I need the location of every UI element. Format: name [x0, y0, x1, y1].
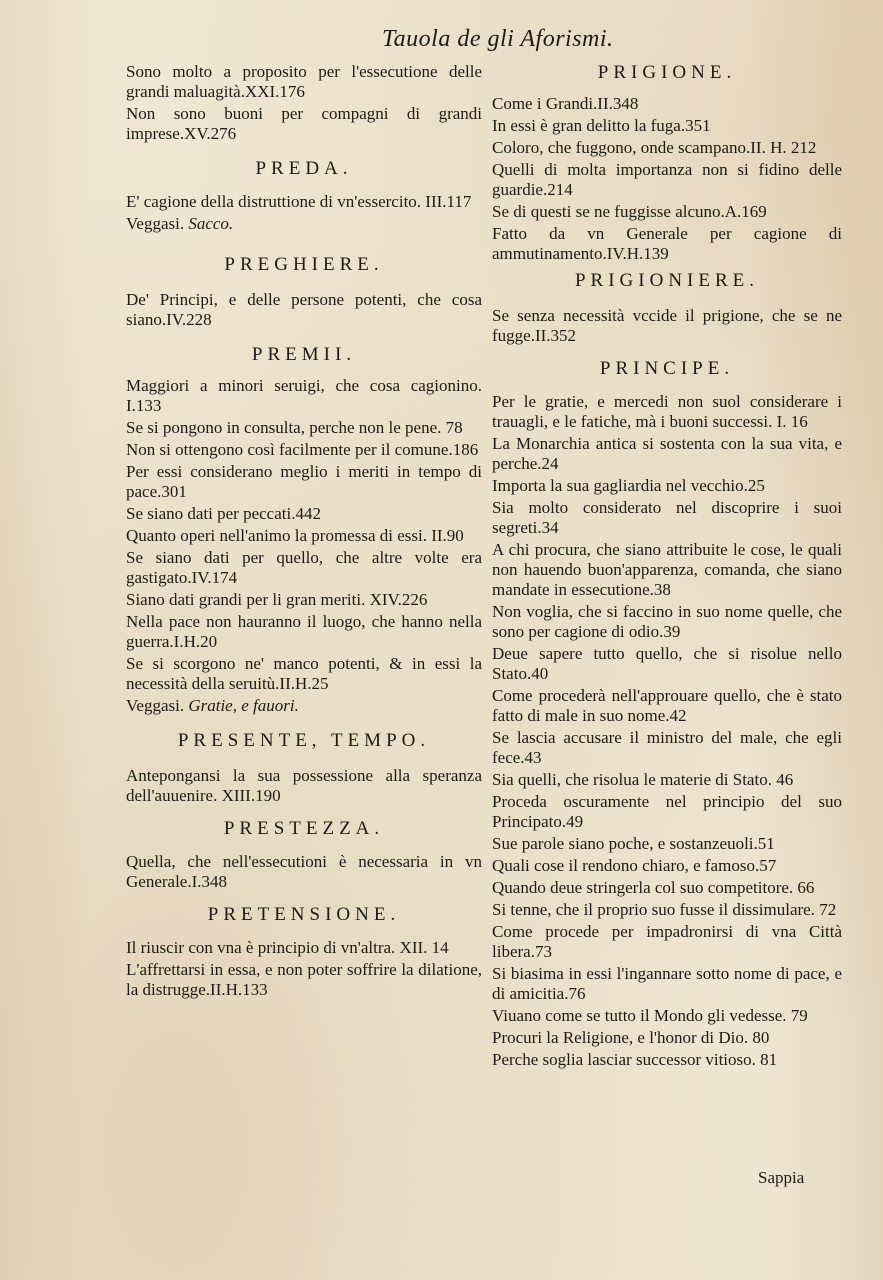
- section-heading: PRETENSIONE.: [207, 904, 401, 925]
- index-section-continued: [126, 62, 482, 144]
- see-also-ref: Sacco.: [188, 214, 234, 233]
- index-entry: Quelli di molta importanza non si fidino delle guardie.214: [492, 160, 842, 199]
- index-section-pretensione: [126, 904, 482, 1000]
- index-entry: Quali cose il rendono chiaro, e famoso.57: [492, 856, 777, 875]
- see-also-label: Veggasi.: [126, 214, 185, 233]
- index-entry: Si biasima in essi l'ingannare sotto nome di pace, e di amicitia.76: [492, 964, 842, 1003]
- index-section-preghiere: [126, 254, 482, 330]
- index-entry: Procuri la Religione, e l'honor di Dio. 80: [492, 1028, 770, 1047]
- index-entry: Quando deue stringerla col suo competitore. 66: [492, 878, 815, 897]
- section-heading: PREGHIERE.: [224, 254, 384, 275]
- index-entry: Se siano dati per peccati.442: [126, 504, 321, 523]
- index-entry: Importa la sua gagliardia nel vecchio.25: [492, 476, 765, 495]
- index-entry: Come procede per impadronirsi di vna Città libera.73: [492, 922, 842, 961]
- index-entry: Non si ottengono così facilmente per il comune.186: [126, 440, 479, 459]
- index-entry: Sue parole siano poche, e sostanzeuoli.51: [492, 834, 775, 853]
- index-entry: Non voglia, che si faccino in suo nome quelle, che sono per cagione di odio.39: [492, 602, 842, 641]
- index-entry: L'affrettarsi in essa, e non poter soffrire la dilatione, la distrugge.II.H.133: [126, 960, 482, 999]
- section-heading: PRESTEZZA.: [223, 818, 385, 839]
- see-also: [126, 214, 482, 234]
- index-entry: Il riuscir con vna è principio di vn'altra. XII. 14: [126, 938, 449, 957]
- index-entry: Se si scorgono ne' manco potenti, & in essi la necessità della seruitù.II.H.25: [126, 654, 482, 693]
- index-entry: La Monarchia antica si sostenta con la sua vita, e perche.24: [492, 434, 842, 473]
- section-heading: PRESENTE, TEMPO.: [177, 730, 431, 751]
- index-entry: Nella pace non hauranno il luogo, che hanno nella guerra.I.H.20: [126, 612, 482, 651]
- index-entry: Si tenne, che il proprio suo fusse il dissimulare. 72: [492, 900, 837, 919]
- index-section-premii: [126, 344, 482, 716]
- index-entry: Antepongansi la sua possessione alla speranza dell'auuenire. XIII.190: [126, 766, 482, 805]
- index-entry: In essi è gran delitto la fuga.351: [492, 116, 711, 135]
- index-entry: Come procederà nell'approuare quello, che è stato fatto di male in suo nome.42: [492, 686, 842, 725]
- index-entry: Perche soglia lasciar successor vitioso. 81: [492, 1050, 778, 1069]
- right-column: [492, 62, 842, 1072]
- section-heading: PRIGIONE.: [597, 62, 737, 83]
- section-heading: PRIGIONIERE.: [574, 270, 760, 291]
- index-entry: Se lascia accusare il ministro del male, che egli fece.43: [492, 728, 842, 767]
- index-entry: Siano dati grandi per li gran meriti. XIV.226: [126, 590, 428, 609]
- see-also: [126, 696, 482, 716]
- index-entry: E' cagione della distruttione di vn'essercito. III.117: [126, 192, 472, 211]
- left-column: [126, 62, 482, 1002]
- index-entry: Se senza necessità vccide il prigione, che se ne fugge.II.352: [492, 306, 842, 345]
- index-section-presente-tempo: [126, 730, 482, 806]
- index-section-preda: [126, 158, 482, 234]
- index-entry: A chi procura, che siano attribuite le cose, le quali non hauendo buon'apparenza, comanda, che siano mandate in essecutione.38: [492, 540, 842, 599]
- index-entry: Viuano come se tutto il Mondo gli vedesse. 79: [492, 1006, 808, 1025]
- index-entry: Se siano dati per quello, che altre volte era gastigato.IV.174: [126, 548, 482, 587]
- section-heading: PRINCIPE.: [599, 358, 735, 379]
- index-entry: Non sono buoni per compagni di grandi imprese.XV.276: [126, 104, 482, 143]
- index-section-prestezza: [126, 818, 482, 892]
- index-entry: Fatto da vn Generale per cagione di ammutinamento.IV.H.139: [492, 224, 842, 263]
- index-entry: Proceda oscuramente nel principio del suo Principato.49: [492, 792, 842, 831]
- index-entry: Deue sapere tutto quello, che si risolue nello Stato.40: [492, 644, 842, 683]
- index-entry: Sia molto considerato nel discoprire i suoi segreti.34: [492, 498, 842, 537]
- index-entry: Per essi considerano meglio i meriti in tempo di pace.301: [126, 462, 482, 501]
- index-entry: Quella, che nell'essecutioni è necessaria in vn Generale.I.348: [126, 852, 482, 891]
- index-entry: Per le gratie, e mercedi non suol considerare i trauagli, e le fatiche, mà i buoni successi. I. 16: [492, 392, 842, 431]
- section-heading: PREDA.: [255, 158, 353, 179]
- catchword: Sappia: [758, 1168, 805, 1187]
- index-entry: Coloro, che fuggono, onde scampano.II. H. 212: [492, 138, 817, 157]
- running-head: Tauola de gli Aforismi.: [382, 26, 614, 52]
- section-heading: PREMII.: [251, 344, 357, 365]
- index-section-prigioniere: [492, 270, 842, 346]
- index-entry: Sono molto a proposito per l'essecutione delle grandi maluagità.XXI.176: [126, 62, 482, 101]
- index-entry: Come i Grandi.II.348: [492, 94, 639, 113]
- index-entry: Se di questi se ne fuggisse alcuno.A.169: [492, 202, 767, 221]
- see-also-label: Veggasi.: [126, 696, 185, 715]
- index-section-prigione: [492, 62, 842, 264]
- index-entry: Sia quelli, che risolua le materie di Stato. 46: [492, 770, 794, 789]
- index-entry: Maggiori a minori seruigi, che cosa cagionino. I.133: [126, 376, 482, 415]
- index-entry: Se si pongono in consulta, perche non le pene. 78: [126, 418, 463, 437]
- index-section-principe: [492, 358, 842, 1070]
- index-entry: Quanto operi nell'animo la promessa di essi. II.90: [126, 526, 464, 545]
- index-entry: De' Principi, e delle persone potenti, che cosa siano.IV.228: [126, 290, 482, 329]
- see-also-ref: Gratie, e fauori.: [188, 696, 299, 715]
